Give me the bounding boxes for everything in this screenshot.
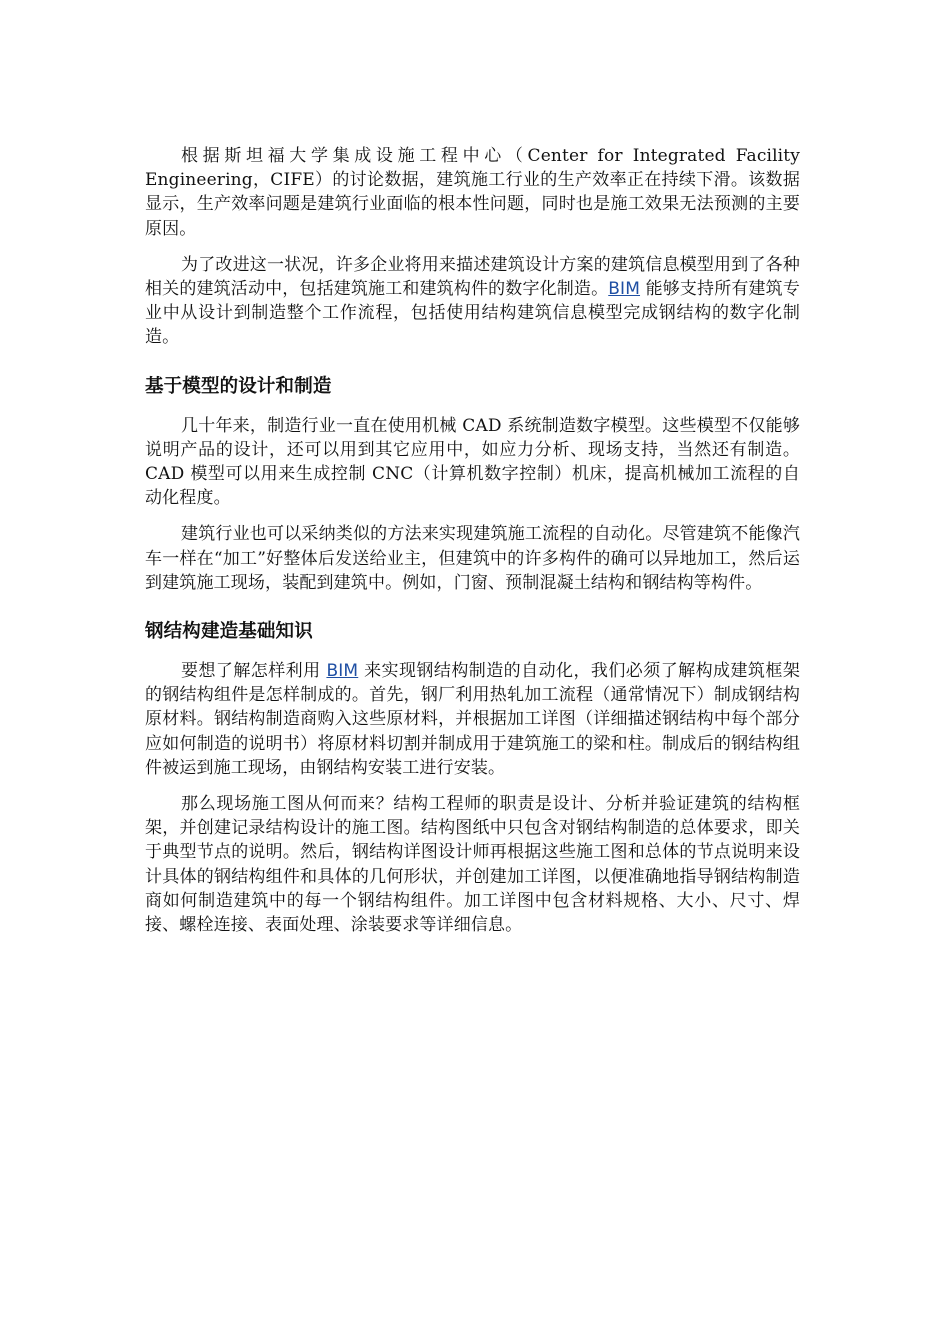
paragraph-text: 要想了解怎样利用 — [181, 661, 327, 682]
paragraph-steel-fabrication — [145, 659, 800, 780]
paragraph-manufacturing-cad: 几十年来，制造行业一直在使用机械 CAD 系统制造数字模型。这些模型不仅能够说明产品的设计，还可以用到其它应用中，如应力分析、现场支持，当然还有制造。CAD 模型可以用来生成控制 CNC（计算机数字控制）机床，提高机械加工流程的自动化程度。 — [145, 415, 800, 509]
paragraph-text: 能够支持所有建筑专业中从设计到制造整个工作流程，包括使用结构建筑信息模型完成钢结构的数字化制造。 — [145, 279, 800, 348]
paragraph-shop-drawings: 那么现场施工图从何而来？结构工程师的职责是设计、分析并验证建筑的结构框架，并创建记录结构设计的施工图。结构图纸中只包含对钢结构制造的总体要求，即关于典型节点的说明。然后，钢结构详图设计师再根据这些施工图和总体的节点说明来设计具体的钢结构组件和具体的几何形状，并创建加工详图，以便准确地指导钢结构制造商如何制造建筑中的每一个钢结构组件。加工详图中包含材料规格、大小、尺寸、焊接、螺栓连接、表面处理、涂装要求等详细信息。 — [145, 794, 800, 936]
paragraph-cife-productivity: 根据斯坦福大学集成设施工程中心（Center for Integrated Facility Engineering，CIFE）的讨论数据，建筑施工行业的生产效率正在持续下滑。该数据显示，生产效率问题是建筑行业面临的根本性问题，同时也是施工效果无法预测的主要原因。 — [145, 146, 800, 239]
bim-link[interactable]: BIM — [608, 279, 641, 300]
section-heading-steel-basics: 钢结构建造基础知识 — [145, 621, 313, 643]
paragraph-text: 来实现钢结构制造的自动化，我们必须了解构成建筑框架的钢结构组件是怎样制成的。首先，钢厂利用热轧加工流程（通常情况下）制成钢结构原材料。钢结构制造商购入这些原材料，并根据加工详图（详细描述钢结构中每个部分应如何制造的说明书）将原材料切割并制成用于建筑施工的梁和柱。制成后的钢结构组件被运到施工现场，由钢结构安装工进行安装。 — [145, 661, 800, 778]
document-page — [145, 144, 800, 949]
section-heading-model-based-design: 基于模型的设计和制造 — [145, 375, 332, 397]
paragraph-construction-automation: 建筑行业也可以采纳类似的方法来实现建筑施工流程的自动化。尽管建筑不能像汽车一样在“加工”好整体后发送给业主，但建筑中的许多构件的确可以异地加工，然后运到建筑施工现场，装配到建筑中。例如，门窗、预制混凝土结构和钢结构等构件。 — [145, 524, 800, 593]
bim-link[interactable]: BIM — [326, 661, 359, 682]
paragraph-text: 为了改进这一状况，许多企业将用来描述建筑设计方案的建筑信息模型用到了各种相关的建筑活动中，包括建筑施工和建筑构件的数字化制造。 — [145, 254, 800, 300]
paragraph-bim-intro — [145, 253, 800, 350]
